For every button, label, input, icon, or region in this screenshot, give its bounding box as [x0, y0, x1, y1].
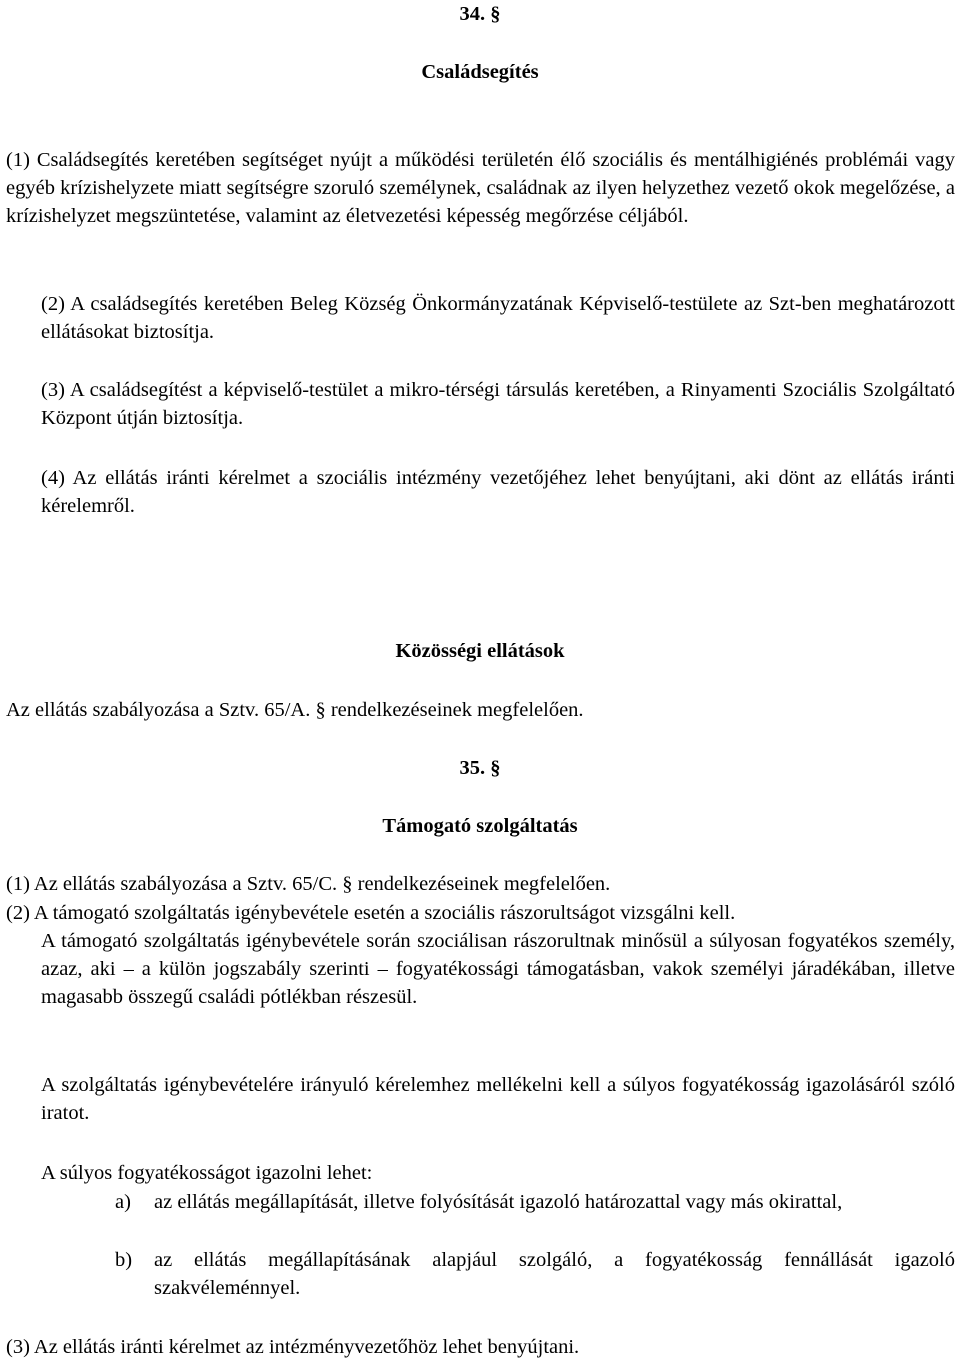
section-34-number: 34. § — [459, 3, 501, 25]
section-35-title: Támogató szolgáltatás — [382, 815, 578, 837]
section-35-paragraph-2-attachment: A szolgáltatás igénybevételére irányuló kérelemhez mellékelni kell a súlyos fogyatékosság igazolásáról szóló iratot. — [41, 1074, 955, 1124]
section-35-paragraph-2: (2) A támogató szolgáltatás igénybevétele esetén a szociális rászorultságot vizsgálni kell. — [6, 902, 736, 924]
list-label: a) — [115, 1191, 131, 1213]
section-35-number: 35. § — [459, 757, 501, 779]
section-34-paragraph-4: (4) Az ellátás iránti kérelmet a szociális intézmény vezetőjéhez lehet benyújtani, aki dönt az ellátás iránti kérelemről. — [41, 467, 955, 517]
section-34-paragraph-2: (2) A családsegítés keretében Beleg Község Önkormányzatának Képviselő-testülete az Szt-ben meghatározott ellátásokat biztosítja. — [41, 293, 955, 343]
section-34-title: Családsegítés — [421, 61, 539, 83]
kozossegi-ellatasok-text: Az ellátás szabályozása a Sztv. 65/A. § rendelkezéseinek megfelelően. — [6, 699, 584, 721]
section-34-paragraph-1: (1) Családsegítés keretében segítséget nyújt a működési területén élő szociális és mentálhigiénés problémái vagy egyéb krízishelyzete miatt segítségre szoruló személynek, családnak az ilyen helyzethez vezető okok megelőzése, a krízishelyzet megszüntetése, valamint az életvezetési képesség megőrzése céljából. — [6, 149, 955, 227]
list-label: b) — [115, 1249, 133, 1271]
section-35-proof-intro: A súlyos fogyatékosságot igazolni lehet: — [41, 1162, 373, 1184]
section-35-paragraph-2-detail: A támogató szolgáltatás igénybevétele során szociálisan rászorultnak minősül a súlyosan fogyatékos személy, azaz, aki – a külön jogszabály szerinti – fogyatékossági támogatásban, vakok személyi járadékában, illetve magasabb összegű családi pótlékban részesül. — [41, 930, 955, 1008]
list-text: az ellátás megállapítását, illetve folyósítását igazoló határozattal vagy más okirattal, — [154, 1191, 843, 1213]
section-35-paragraph-3: (3) Az ellátás iránti kérelmet az intézményvezetőhöz lehet benyújtani. — [6, 1336, 580, 1358]
section-34-paragraph-3: (3) A családsegítést a képviselő-testület a mikro-térségi társulás keretében, a Rinyamenti Szociális Szolgáltató Központ útján biztosítja. — [41, 379, 955, 429]
section-35-paragraph-1: (1) Az ellátás szabályozása a Sztv. 65/C. § rendelkezéseinek megfelelően. — [6, 873, 611, 895]
list-text: az ellátás megállapításának alapjául szolgáló, a fogyatékosság fennállását igazoló szakvéleménnyel. — [154, 1249, 955, 1299]
kozossegi-ellatasok-heading: Közösségi ellátások — [395, 640, 565, 662]
